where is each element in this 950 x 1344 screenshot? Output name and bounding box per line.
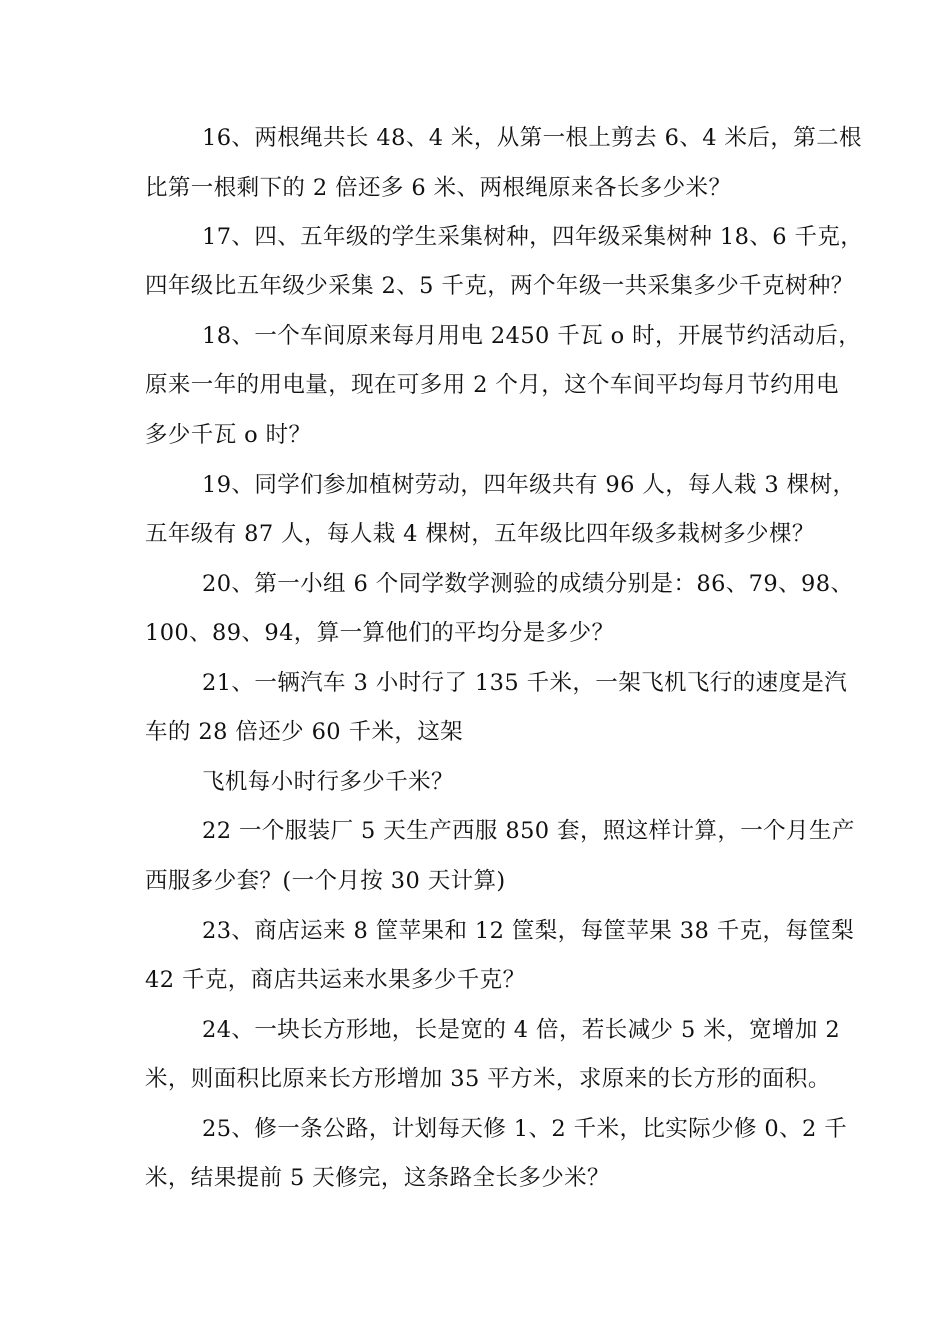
problem-line: 米，结果提前 5 天修完，这条路全长多少米？ — [145, 1165, 610, 1191]
problem-line: 21、一辆汽车 3 小时行了 135 千米，一架飞机飞行的速度是汽 — [202, 670, 848, 696]
problem-line: 20、第一小组 6 个同学数学测验的成绩分别是：86、79、98、 — [202, 571, 854, 597]
problem-line: 车的 28 倍还少 60 千米，这架 — [145, 719, 464, 745]
problem-line: 西服多少套？(一个月按 30 天计算) — [145, 868, 506, 894]
problem-line: 19、同学们参加植树劳动，四年级共有 96 人，每人栽 3 棵树， — [202, 472, 856, 498]
problem-line: 原来一年的用电量，现在可多用 2 个月，这个车间平均每月节约用电 — [145, 372, 839, 398]
problem-line: 比第一根剩下的 2 倍还多 6 米、两根绳原来各长多少米？ — [145, 175, 732, 201]
problem-line: 多少千瓦 o 时？ — [145, 422, 312, 448]
problem-line: 米，则面积比原来长方形增加 35 平方米，求原来的长方形的面积。 — [145, 1066, 831, 1092]
problem-line: 飞机每小时行多少千米？ — [202, 769, 454, 795]
problem-line: 100、89、94，算一算他们的平均分是多少？ — [145, 620, 615, 646]
problem-line: 16、两根绳共长 48、4 米，从第一根上剪去 6、4 米后，第二根 — [202, 125, 862, 151]
problem-line: 18、一个车间原来每月用电 2450 千瓦 o 时，开展节约活动后， — [202, 323, 862, 349]
problem-line: 22 一个服装厂 5 天生产西服 850 套，照这样计算，一个月生产 — [202, 818, 855, 844]
problem-line: 四年级比五年级少采集 2、5 千克，两个年级一共采集多少千克树种？ — [145, 273, 854, 299]
problem-line: 17、四、五年级的学生采集树种，四年级采集树种 18、6 千克， — [202, 224, 864, 250]
problem-line: 24、一块长方形地，长是宽的 4 倍，若长减少 5 米，宽增加 2 — [202, 1017, 841, 1043]
problem-line: 42 千克，商店共运来水果多少千克？ — [145, 967, 526, 993]
problem-line: 23、商店运来 8 筐苹果和 12 筐梨，每筐苹果 38 千克，每筐梨 — [202, 918, 855, 944]
problem-line: 五年级有 87 人，每人栽 4 棵树，五年级比四年级多栽树多少棵？ — [145, 521, 815, 547]
problem-line: 25、修一条公路，计划每天修 1、2 千米，比实际少修 0、2 千 — [202, 1116, 848, 1142]
